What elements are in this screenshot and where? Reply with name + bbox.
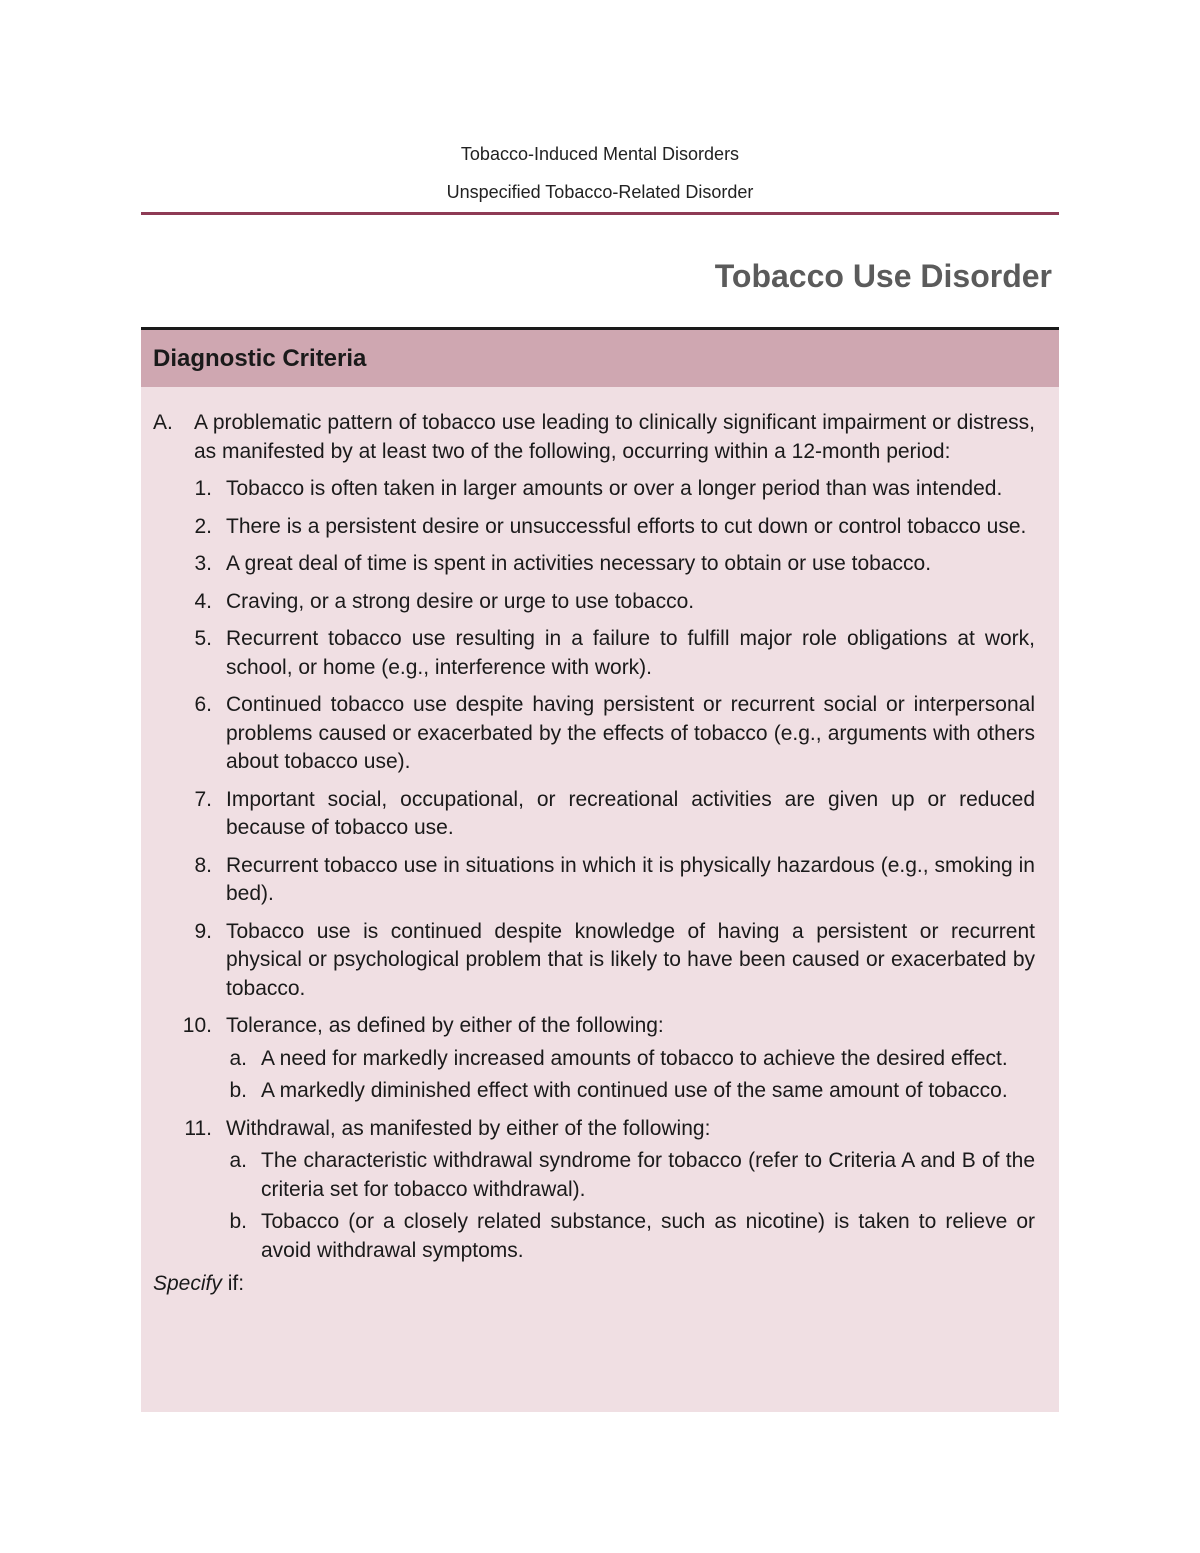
item-marker: 7.	[194, 787, 212, 811]
specify-line	[153, 1270, 1035, 1299]
item-marker: 2.	[194, 514, 212, 538]
item-marker: 9.	[194, 919, 212, 943]
criterion-item-2	[153, 513, 1035, 542]
criterion-item-3	[153, 550, 1035, 579]
criterion-item-7	[153, 786, 1035, 843]
criteria-heading: Diagnostic Criteria	[141, 330, 1059, 387]
item-marker: 4.	[194, 589, 212, 613]
item-marker: 6.	[194, 693, 212, 716]
item-text: Craving, or a strong desire or urge to use tobacco.	[226, 589, 695, 613]
item-marker: 8.	[194, 853, 212, 877]
item-marker: 11.	[184, 1116, 212, 1140]
criterion-item-4	[153, 588, 1035, 617]
subitem-marker: b.	[229, 1079, 247, 1102]
item-text: Continued tobacco use despite having persistent or recurrent social or interpersonal problems caused or exacerbated by the effects of tobacco (e.g., arguments with others about tobacco use).	[226, 693, 1035, 773]
specify-rest: if:	[221, 1272, 245, 1295]
specify-word: Specify	[153, 1272, 222, 1295]
criterion-item-1	[153, 475, 1035, 504]
subitem-marker: b.	[229, 1210, 247, 1233]
item-marker: 10.	[182, 1014, 212, 1037]
criterion-a	[153, 409, 1035, 466]
tolerance-subitem-a	[153, 1045, 1035, 1074]
item-text: There is a persistent desire or unsuccessful efforts to cut down or control tobacco use.	[226, 514, 1027, 538]
criterion-a-marker: A.	[153, 411, 173, 434]
header-chapter: Tobacco-Induced Mental Disorders	[460, 144, 740, 164]
item-text: Important social, occupational, or recreational activities are given up or reduced because of tobacco use.	[226, 787, 1035, 839]
subitem-text: Tobacco (or a closely related substance, such as nicotine) is taken to relieve or avoid withdrawal symptoms.	[261, 1210, 1035, 1262]
item-text: Tolerance, as defined by either of the following:	[226, 1014, 664, 1037]
criterion-item-6	[153, 691, 1035, 777]
item-marker: 1.	[194, 477, 212, 500]
subitem-text: A need for markedly increased amounts of tobacco to achieve the desired effect.	[261, 1046, 1008, 1070]
criterion-item-10	[153, 1012, 1035, 1041]
subitem-text: A markedly diminished effect with continued use of the same amount of tobacco.	[261, 1079, 1008, 1102]
item-marker: 3.	[194, 552, 212, 575]
criterion-item-9	[153, 918, 1035, 1004]
subitem-marker: a.	[229, 1046, 247, 1070]
running-header	[0, 142, 1200, 204]
item-text: A great deal of time is spent in activities necessary to obtain or use tobacco.	[226, 552, 932, 575]
tolerance-subitem-b	[153, 1077, 1035, 1106]
diagnostic-criteria-box	[141, 327, 1059, 1412]
subitem-marker: a.	[229, 1149, 247, 1172]
criterion-item-5	[153, 625, 1035, 682]
header-divider	[141, 212, 1059, 215]
item-text: Withdrawal, as manifested by either of the following:	[226, 1116, 711, 1140]
withdrawal-subitem-b	[153, 1208, 1035, 1265]
criterion-a-text: A problematic pattern of tobacco use leading to clinically significant impairment or distress, as manifested by at least two of the following, occurring within a 12-month period:	[194, 411, 1035, 463]
criterion-item-8	[153, 852, 1035, 909]
item-text: Recurrent tobacco use in situations in which it is physically hazardous (e.g., smoking in bed).	[226, 853, 1035, 905]
withdrawal-subitem-a	[153, 1147, 1035, 1204]
item-text: Recurrent tobacco use resulting in a failure to fulfill major role obligations at work, school, or home (e.g., interference with work).	[226, 627, 1035, 679]
criteria-body	[141, 387, 1059, 1299]
item-marker: 5.	[194, 627, 212, 650]
item-text: Tobacco use is continued despite knowledge of having a persistent or recurrent physical or psychological problem that is likely to have been caused or exacerbated by tobacco.	[226, 919, 1035, 1000]
item-text: Tobacco is often taken in larger amounts or over a longer period than was intended.	[226, 477, 1003, 500]
header-section: Unspecified Tobacco-Related Disorder	[446, 182, 754, 202]
subitem-text: The characteristic withdrawal syndrome for tobacco (refer to Criteria A and B of the criteria set for tobacco withdrawal).	[261, 1149, 1035, 1201]
criterion-item-11	[153, 1115, 1035, 1144]
page-title: Tobacco Use Disorder	[714, 258, 1052, 294]
